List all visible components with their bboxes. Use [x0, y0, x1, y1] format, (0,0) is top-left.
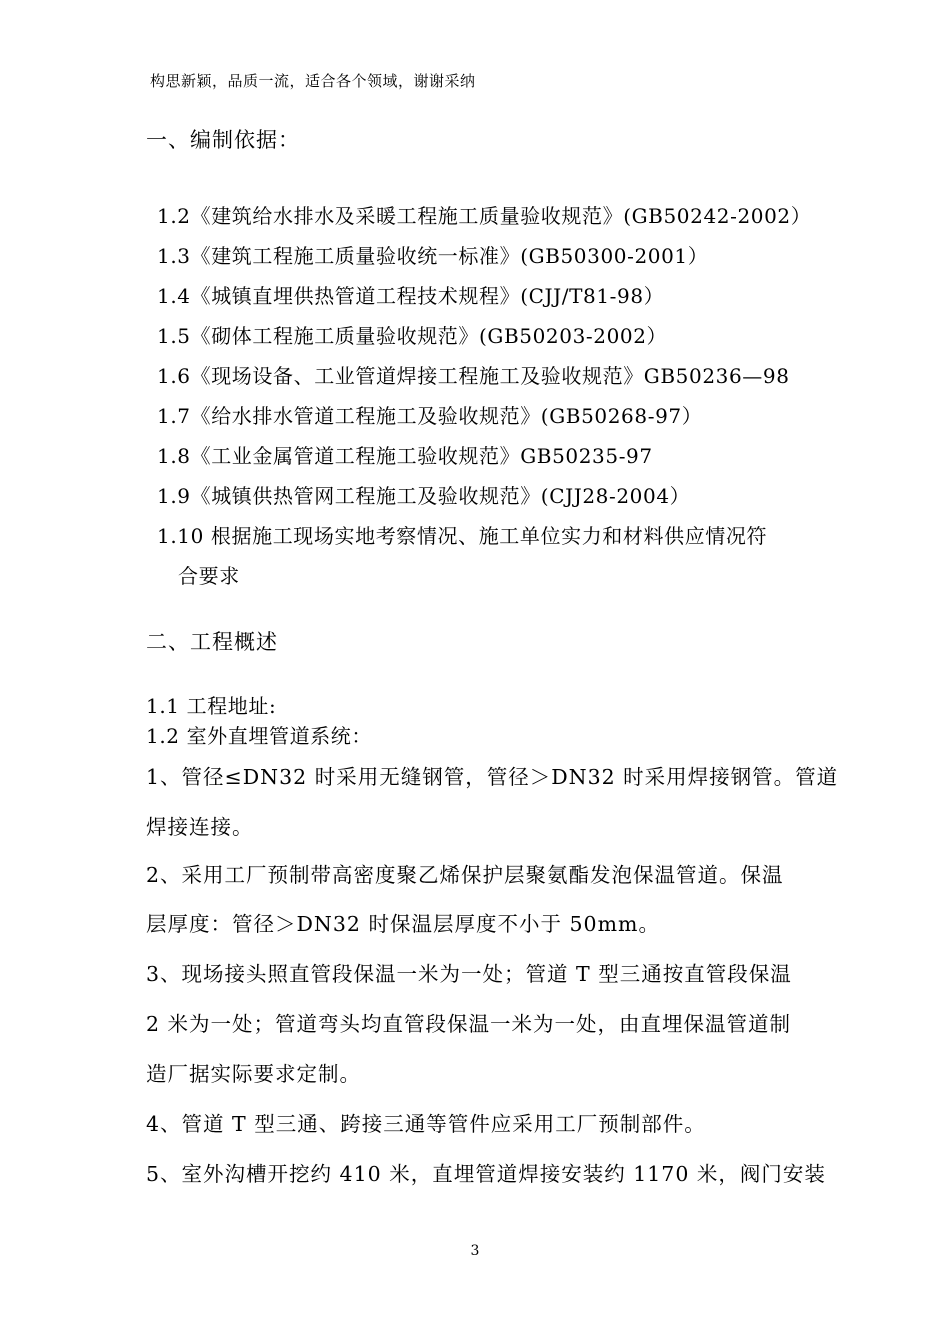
section-title-basis: 一、编制依据：	[146, 128, 300, 152]
overview-paragraph-line: 1、管径≤DN32 时采用无缝钢管，管径＞DN32 时采用焊接钢管。管道	[146, 765, 839, 789]
overview-item: 1.2 室外直埋管道系统：	[146, 724, 372, 748]
reference-item: 1.3《建筑工程施工质量验收统一标准》(GB50300-2001）	[157, 244, 709, 268]
reference-item: 1.4《城镇直埋供热管道工程技术规程》(CJJ/T81-98）	[157, 284, 665, 308]
page-number: 3	[470, 1243, 480, 1259]
reference-item: 1.6《现场设备、工业管道焊接工程施工及验收规范》GB50236—98	[157, 364, 790, 388]
reference-item: 1.10 根据施工现场实地考察情况、施工单位实力和材料供应情况符	[157, 524, 768, 548]
overview-paragraph-line: 3、现场接头照直管段保温一米为一处；管道 T 型三通按直管段保温	[146, 962, 792, 986]
reference-item: 1.5《砌体工程施工质量验收规范》(GB50203-2002）	[157, 324, 668, 348]
overview-paragraph-line: 2、采用工厂预制带高密度聚乙烯保护层聚氨酯发泡保温管道。保温	[146, 863, 784, 887]
overview-item: 1.1 工程地址:	[146, 694, 277, 718]
overview-paragraph-line: 层厚度：管径＞DN32 时保温层厚度不小于 50mm。	[146, 912, 660, 936]
reference-item: 1.9《城镇供热管网工程施工及验收规范》(CJJ28-2004）	[157, 484, 691, 508]
overview-paragraph-line: 造厂据实际要求定制。	[146, 1062, 361, 1086]
reference-item: 1.8《工业金属管道工程施工验收规范》GB50235-97	[157, 444, 653, 468]
page-header: 构思新颖，品质一流，适合各个领域，谢谢采纳	[150, 72, 476, 90]
overview-paragraph-line: 4、管道 T 型三通、跨接三通等管件应采用工厂预制部件。	[146, 1112, 706, 1136]
overview-paragraph-line: 5、室外沟槽开挖约 410 米，直埋管道焊接安装约 1170 米，阀门安装	[146, 1162, 826, 1186]
reference-item: 1.7《给水排水管道工程施工及验收规范》(GB50268-97）	[157, 404, 703, 428]
overview-paragraph-line: 焊接连接。	[146, 815, 254, 839]
section-title-overview: 二、工程概述	[146, 630, 278, 654]
reference-item-continuation: 合要求	[178, 564, 240, 588]
reference-item: 1.2《建筑给水排水及采暖工程施工质量验收规范》(GB50242-2002）	[157, 204, 812, 228]
overview-paragraph-line: 2 米为一处；管道弯头均直管段保温一米为一处，由直埋保温管道制	[146, 1012, 792, 1036]
